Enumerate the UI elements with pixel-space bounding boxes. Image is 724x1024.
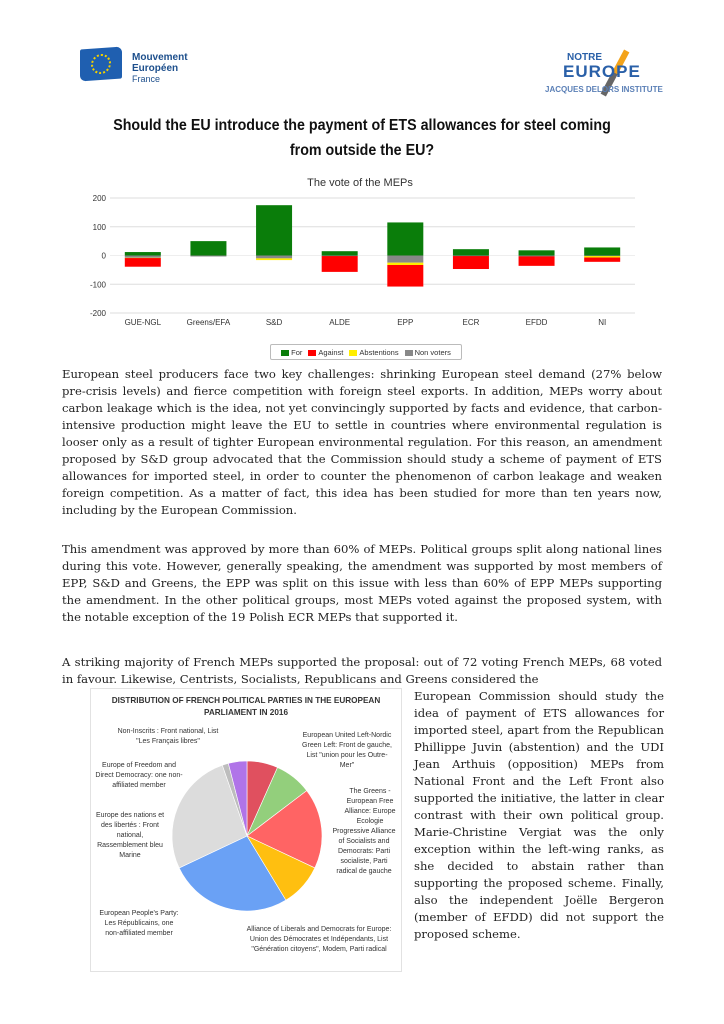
svg-text:ALDE: ALDE [329,318,351,327]
svg-text:GUE-NGL: GUE-NGL [124,318,162,327]
pie-label-gue: European United Left-Nordic Green Left: Front de gauche, List "union pour les Outre-Mer" [302,732,392,769]
pie-label-epp: European People's Party: Les Républicains, one non-affiliated member [99,910,179,937]
legend-item-non-voters: Non voters [405,348,451,357]
paragraph-french-meps: A striking majority of French MEPs supported the proposal: out of 72 voting French MEPs, 68 voted in favour. Likewise, Centrists, Socialists, Republicans and Greens considered the [62,655,662,686]
logo-left-line1: Mouvement [132,52,188,63]
paragraph-amendment-approval: This amendment was approved by more than 60% of MEPs. Political groups split along national lines during this vote. However, generally speaking, the amendment was supported by most members of EPP, S&D and Greens, the EPP was split on this issue with less than 60% of EPP MEPs supporting the amendment. In the other political groups, most MEPs voted against the proposed system, with the notable exception of the 19 Polish ECR MEPs that supported it. [62,542,662,624]
svg-text:-200: -200 [89,309,106,318]
logo-left-line3: France [132,74,161,84]
svg-text:0: 0 [101,251,106,261]
svg-text:EPP: EPP [397,318,414,327]
paragraph-french-meps-continued: European Commission should study the idea of payment of ETS allowances for imported steel, apart from the Republican Phillippe Juvin (abstention) and the UDI Jean Arthuis (opposition) MEPs from National Front and the Left Front also supported the initiative, the latter in clear contrast with their own political group. Marie-Christine Vergiat was the only exception within the left-wing ranks, as she decided to abstain rather than supporting the proposed scheme. Finally, also the independent Joëlle Bergeron (member of EFDD) did not support the proposed scheme. [414,689,664,941]
svg-text:100: 100 [92,222,106,232]
svg-text:Greens/EFA: Greens/EFA [186,318,231,327]
svg-text:S&D: S&D [265,318,283,327]
paragraph-steel-challenges: European steel producers face two key challenges: shrinking European steel demand (27% below pre-crisis levels) and fierce competition with foreign steel exports. In addition, MEPs worry about carbon leakage which is the idea, not yet convincingly supported by facts and evidence, that carbon-intensive production might leave the EU to settle in countries where environmental regulation is looser only as a result of tighter European environmental regulation. For this reason, an amendment proposed by S&D group advocated that the Commission should study a scheme of payment of ETS allowances for imported steel, in order to counter the phenomenon of carbon leakage and weaken foreign competition. As a matter of fact, this idea has been studied for more than ten years now, including by the European Commission. [62,367,662,517]
svg-text:-100: -100 [89,280,106,290]
bar-chart-legend [270,344,462,360]
svg-text:200: 200 [92,194,106,203]
pie-label-greens: The Greens - European Free Alliance: Europe Ecologie [344,788,396,825]
svg-text:NI: NI [598,318,607,327]
page-title: Should the EU introduce the payment of ETS allowances for steel coming from outside the EU? [113,117,611,159]
pie-label-efdd: Europe of Freedom and Direct Democracy: one non-affiliated member [95,762,183,789]
logo-right-line2: EUROPE [563,62,641,81]
legend-item-abstentions: Abstentions [349,348,398,357]
pie-chart-title: DISTRIBUTION OF FRENCH POLITICAL PARTIES IN THE EUROPEAN PARLIAMENT IN 2016 [111,696,381,717]
pie-label-enf: Europe des nations et des libertés : Front national, Rassemblement bleu Marine [95,812,165,859]
pie-label-ni: Non-Inscrits : Front national, List "Les Français libres" [117,728,219,745]
pie-label-sd: Progressive Alliance of Socialists and Democrats: Parti socialiste, Parti radical de gauche [332,828,396,875]
pie-label-alde: Alliance of Liberals and Democrats for Europe: Union des Démocrates et Indépendants, List "Génération citoyens", Modem, Parti radical [246,926,392,953]
french-parties-pie-chart [90,688,402,972]
svg-text:ECR: ECR [462,318,480,327]
notre-europe-logo [545,46,685,104]
logo-left-line2: Européen [132,63,179,74]
logo-right-line3: JACQUES DELORS INSTITUTE [545,85,663,94]
svg-text:EFDD: EFDD [525,318,548,327]
legend-item-against: Against [308,348,343,357]
legend-item-for: For [281,348,302,357]
vote-bar-chart [80,190,650,335]
logo-right-line1: NOTRE [567,52,602,63]
bar-chart-title: The vote of the MEPs [307,177,413,189]
mouvement-europeen-logo [80,46,210,86]
eu-flag-icon [80,47,122,82]
